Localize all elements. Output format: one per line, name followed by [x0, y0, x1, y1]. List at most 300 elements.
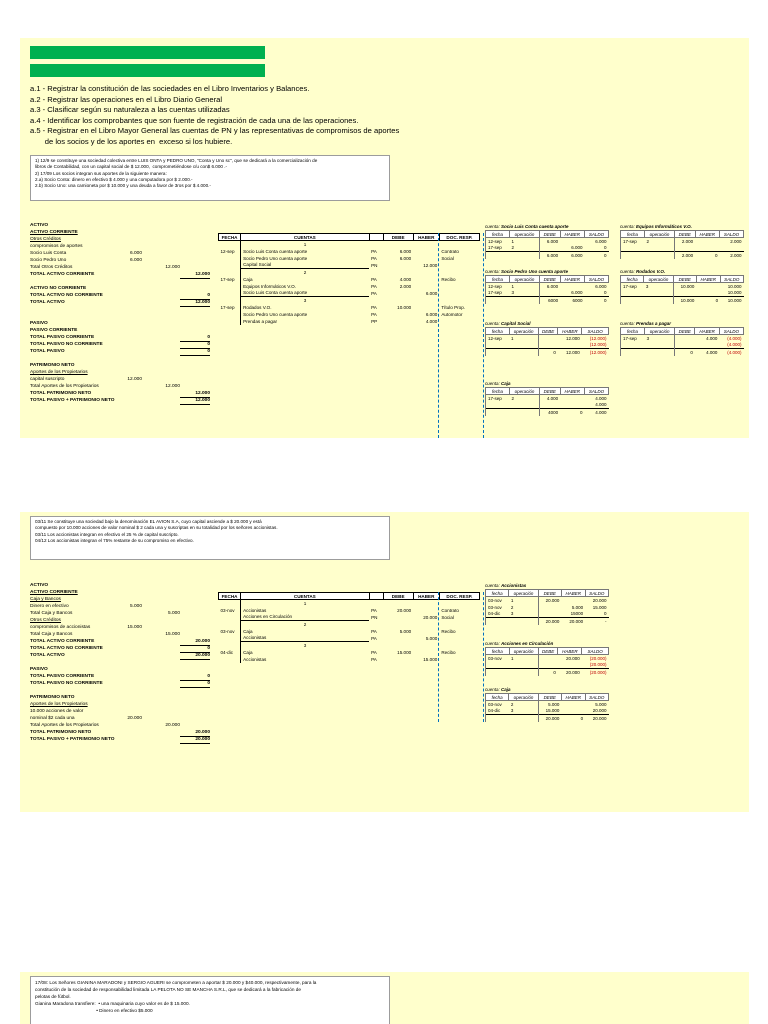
ledger-cell: 1	[511, 283, 515, 289]
ledger-cell	[539, 290, 560, 297]
ledger-header-cell: operación	[645, 328, 675, 335]
ledger-cell	[561, 597, 585, 604]
ledger-cell	[645, 245, 675, 252]
ledger-row	[486, 708, 609, 715]
ledger-table	[485, 387, 609, 416]
balance-row	[30, 736, 210, 743]
ledger-row	[486, 283, 609, 290]
balance-row	[30, 355, 210, 362]
ledger-cell: 0	[696, 297, 720, 304]
ledger-cell: 0	[538, 349, 558, 356]
ledger-cell	[510, 402, 540, 409]
journal-row	[219, 649, 480, 656]
balance-row	[30, 680, 210, 687]
journal-cell: 12-sep	[219, 248, 241, 255]
journal-cell: 2	[241, 269, 369, 276]
balance-row	[30, 596, 210, 603]
objective-item: a.2 - Registrar las operaciones en el Libro Diario General	[30, 94, 223, 104]
balance-row	[30, 652, 210, 659]
ledger-account-name: Equipos Informáticos V.O.	[636, 224, 692, 229]
balance-row	[30, 376, 210, 383]
journal-cell	[439, 318, 479, 325]
journal-cell	[219, 318, 241, 325]
ledger-cell: 3	[511, 290, 515, 296]
balance-value: 0	[180, 348, 210, 356]
ledger-cell	[510, 252, 540, 259]
page-1-sheet	[20, 38, 749, 438]
journal-cell	[413, 269, 439, 276]
ledger-cell: 03-nov	[486, 604, 509, 611]
journal-cell	[439, 297, 479, 304]
ledger-cell	[509, 715, 538, 722]
ledger-header-cell: HABER	[695, 328, 719, 335]
ledger-cell	[560, 402, 584, 409]
ledger-header-cell: operación	[509, 648, 538, 655]
balance-label: PASIVO	[30, 321, 48, 326]
ledger-cell: 17-sep	[621, 335, 645, 342]
balance-value: 12.000	[180, 390, 210, 398]
balance-label: TOTAL ACTIVO NO CORRIENTE	[30, 293, 103, 298]
journal-cell: 6.000	[425, 311, 438, 317]
journal-cell	[413, 297, 439, 304]
ledger-cell	[486, 715, 509, 722]
balance-row	[30, 327, 210, 334]
ledger-cell: 20.000	[538, 597, 561, 604]
ledger-label: cuenta:	[485, 687, 502, 692]
ledger-cell: 6.000	[539, 238, 560, 245]
journal-cell: Recibo	[441, 276, 456, 282]
ledger-account	[485, 582, 609, 625]
balance-row	[30, 687, 210, 694]
ledger-cell: 15.000	[592, 604, 607, 610]
balance-row	[30, 603, 210, 610]
journal-row	[219, 262, 480, 269]
ledger-header	[621, 328, 744, 335]
balance-value: 20.000	[180, 736, 210, 744]
journal-cell: 6.000	[399, 248, 412, 254]
journal-row	[219, 628, 480, 635]
ledger-cell: 03-nov	[486, 597, 509, 604]
ledger-cell: 2	[511, 395, 515, 401]
ledger-cell	[645, 342, 675, 349]
journal-row	[219, 311, 480, 318]
ledger-cell	[538, 655, 558, 662]
journal-cell	[219, 311, 241, 318]
statement-line: 04/12 Los accionistas integran el 75% restante de su compromiso en efectivo.	[35, 537, 194, 543]
ledger-header	[486, 231, 609, 238]
ledger-cell: (20.000)	[582, 669, 609, 676]
balance-label: PASIVO	[30, 667, 48, 672]
journal-cell: 6.000	[425, 290, 438, 296]
ledger-cell: (4.000)	[727, 342, 742, 348]
journal-cell: PA	[371, 248, 377, 254]
journal-cell	[383, 241, 413, 248]
balance-label: TOTAL PASIVO + PATRIMONIO NETO	[30, 737, 115, 742]
balance-row	[30, 348, 210, 355]
balance-label: TOTAL PATRIMONIO NETO	[30, 391, 92, 396]
journal-cell	[383, 642, 413, 649]
ledger-row	[621, 245, 744, 252]
balance-value: 0	[180, 334, 210, 342]
ledger-cell	[645, 349, 675, 356]
balance-value: 0	[180, 645, 210, 653]
balance-value: 0	[180, 680, 210, 688]
balance-value: 20.000	[127, 716, 142, 721]
balance-row	[30, 264, 210, 271]
statement-line: 2.a) Socio Conta: dinero en efectivo $ 4.000 y una computadora por $ 2.000.-	[35, 176, 193, 182]
ledger-cell	[509, 662, 538, 669]
balance-row	[30, 243, 210, 250]
ledger-cell: 04-dic	[486, 611, 509, 618]
ledger-row	[486, 655, 609, 662]
ledger-account-name: Accionistas	[501, 583, 527, 588]
journal-cell	[383, 656, 413, 663]
ledger-cell	[560, 395, 584, 402]
balance-label: TOTAL ACTIVO CORRIENTE	[30, 272, 95, 277]
ledger-cell: 0	[584, 252, 608, 259]
ledger-row	[486, 342, 609, 349]
ledger-account-title	[485, 640, 609, 647]
balance-row	[30, 708, 210, 715]
journal-cell	[413, 621, 439, 628]
ledger-row	[486, 409, 609, 416]
ledger-cell	[644, 297, 673, 304]
ledger-account-name: Caja	[501, 381, 511, 386]
ledger-cell	[719, 245, 743, 252]
journal-row	[219, 656, 480, 663]
balance-row	[30, 369, 210, 376]
ledger-cell	[621, 290, 644, 297]
statement-line: 2) 17/09 Los socios integran sus aportes de la siguiente manera:	[35, 170, 167, 176]
balance-label: compromisos de accionistas	[30, 625, 91, 630]
balance-value: 12.000	[165, 265, 180, 270]
balance-value: 12.000	[180, 271, 210, 279]
balance-row	[30, 631, 210, 638]
ledger-cell	[621, 349, 645, 356]
journal-row	[219, 642, 480, 649]
ledger-cell	[538, 611, 561, 618]
ledger-cell: 0	[695, 252, 719, 259]
ledger-header-cell: SALDO	[582, 328, 609, 335]
section-text	[35, 158, 385, 189]
ledger-label: cuenta:	[485, 381, 502, 386]
ledger-cell	[558, 342, 582, 349]
ledger-cell: 20.000	[538, 715, 561, 722]
ledger-cell: 12-sep	[486, 335, 510, 342]
ledger-header-cell: operación	[510, 231, 540, 238]
balance-row	[30, 271, 210, 278]
ledger-label: cuenta:	[620, 321, 637, 326]
ledger-header-cell: DEBE	[538, 694, 561, 701]
ledger-header-cell: SALDO	[720, 276, 743, 283]
ledger-cell: 0	[561, 715, 585, 722]
ledger-cell: 10.000	[727, 283, 742, 289]
journal-cell: PA	[371, 255, 377, 261]
balance-row	[30, 313, 210, 320]
journal-row	[219, 600, 480, 607]
journal-cell	[383, 635, 413, 642]
ledger-header-cell: HABER	[695, 231, 719, 238]
balance-row	[30, 582, 210, 589]
ledger-header-cell: fecha	[486, 328, 510, 335]
journal-row	[219, 621, 480, 628]
ledger-cell: 03-nov	[486, 701, 509, 708]
ledger-row	[486, 597, 609, 604]
balance-value: 0	[180, 292, 210, 300]
ledger-cell: 10.000	[727, 290, 742, 296]
balance-label: ACTIVO NO CORRIENTE	[30, 286, 87, 291]
journal-cell: Capital Social	[243, 262, 272, 268]
ledger-cell: 17-sep	[486, 395, 510, 402]
journal-header	[219, 234, 480, 241]
ledger-cell	[675, 342, 695, 349]
ledger-cell: 10.000	[720, 297, 743, 304]
journal-header-cell: DEBE	[383, 234, 413, 241]
balance-label: Total Caja y Bancos	[30, 611, 73, 616]
balance-label: ACTIVO CORRIENTE	[30, 230, 78, 235]
ledger-cell: (12.000)	[589, 335, 607, 341]
ledger-cell: 1	[510, 597, 514, 603]
ledger-cell	[621, 342, 645, 349]
journal-cell	[219, 621, 241, 628]
balance-value: 0	[180, 673, 210, 681]
journal-cell: Recibo	[441, 649, 456, 655]
ledger-cell: 04-dic	[486, 708, 509, 715]
ledger-header-cell: operación	[509, 328, 538, 335]
journal-row	[219, 269, 480, 276]
ledger-account-name: Socio Pedro Uno cuenta aporte	[501, 269, 569, 274]
ledger-cell: 15.000	[538, 708, 561, 715]
statement-line: 1) 12/9 se constituye una sociedad colectiva entre LUIS ONTA y PEDRO UNO, "Conta y Uno sc", que se dedicará a la comercialización de	[35, 158, 318, 163]
journal-cell: Equipos Informáticos V.O.	[243, 283, 297, 289]
balance-label: Aportes de los Propietarios	[30, 370, 88, 375]
balance-row	[30, 390, 210, 397]
ledger-cell: 1	[511, 655, 514, 661]
journal-cell	[413, 283, 439, 290]
journal-cell: Prendas a pagar	[243, 318, 278, 324]
ledger-account	[485, 640, 609, 676]
balance-label: PATRIMONIO NETO	[30, 695, 75, 700]
ledger-cell: 17-sep	[621, 283, 644, 290]
ledger-label: cuenta:	[620, 224, 637, 229]
ledger-cell: 6.000	[595, 238, 607, 244]
ledger-header-cell: fecha	[486, 590, 509, 597]
ledger-table	[485, 275, 609, 304]
journal-cell	[383, 262, 413, 269]
ledger-cell: 20.000	[585, 715, 608, 722]
balance-value: 20.000	[180, 729, 210, 737]
balance-sheet-2	[30, 582, 210, 743]
ledger-cell: 6000	[539, 297, 560, 304]
ledger-header-cell: SALDO	[584, 388, 608, 395]
balance-value: 12.000	[180, 397, 210, 405]
ledger-header-cell: fecha	[486, 388, 510, 395]
ledger-account-title	[485, 380, 609, 387]
balance-row	[30, 610, 210, 617]
ledger-account-name: Caja	[501, 687, 511, 692]
ledger-cell	[538, 604, 561, 611]
journal-cell: PN	[371, 262, 378, 268]
ledger-row	[486, 402, 609, 409]
journal-header-cell: FECHA	[219, 593, 241, 600]
journal-cell	[383, 600, 413, 607]
journal-cell	[413, 304, 439, 311]
ledger-cell	[486, 669, 510, 676]
ledger-table	[485, 693, 609, 722]
balance-label: TOTAL ACTIVO NO CORRIENTE	[30, 646, 103, 651]
ledger-header	[621, 231, 744, 238]
journal-cell: PA	[371, 656, 377, 662]
journal-cell	[219, 269, 241, 276]
ledger-header-cell: DEBE	[538, 648, 558, 655]
objectives-list	[30, 84, 399, 147]
ledger-header-cell: DEBE	[538, 590, 561, 597]
ledger-account-title	[485, 686, 609, 693]
balance-row	[30, 334, 210, 341]
page-3-sheet	[20, 972, 749, 1024]
journal-cell: PN	[371, 614, 378, 620]
balance-label: Total Aportes de los Propietarios	[30, 384, 99, 389]
balance-row	[30, 638, 210, 645]
ledger-row	[486, 701, 609, 708]
balance-row	[30, 722, 210, 729]
journal-cell: Recibo	[441, 628, 456, 634]
journal-cell	[369, 297, 383, 304]
ledger-header-cell: SALDO	[585, 590, 608, 597]
balance-value: 5.000	[167, 611, 180, 616]
ledger-header-cell: HABER	[560, 276, 584, 283]
journal-row	[219, 241, 480, 248]
ledger-cell: 17-sep	[621, 238, 645, 245]
ledger-cell: 12-sep	[486, 238, 510, 245]
journal-cell	[383, 269, 413, 276]
statement-line: libros de Contabilidad, con un capital social de $ 12.000, comprometiéndose c/u con$ 6.000 .-	[35, 164, 228, 170]
balance-row	[30, 673, 210, 680]
balance-row	[30, 320, 210, 327]
statement-line: Gianina Maradona transfiere: • una maquinaria cuyo valor es de $ 15.000.	[35, 1001, 190, 1006]
journal-row	[219, 276, 480, 283]
ledger-cell: (12.000)	[589, 342, 607, 348]
journal-cell: 10.000	[397, 304, 412, 310]
balance-value: 12.000	[180, 299, 210, 307]
balance-label: ACTIVO	[30, 583, 49, 588]
balance-label: TOTAL PASIVO	[30, 349, 65, 354]
balance-row	[30, 624, 210, 631]
ledger-cell	[509, 342, 538, 349]
ledger-header-cell: SALDO	[719, 328, 743, 335]
balance-row	[30, 589, 210, 596]
journal-dashed-line	[438, 592, 439, 722]
ledger-cell: 5.000	[595, 701, 607, 707]
ledger-cell: 2.000	[719, 252, 743, 259]
ledger-cell: 2	[646, 238, 650, 244]
journal-row	[219, 290, 480, 297]
journal-header-cell: CUENTAS	[241, 593, 369, 600]
balance-value: 12.000	[127, 377, 142, 382]
balance-value: 20.000	[180, 638, 210, 646]
ledger-cell: 17-sep	[486, 290, 510, 297]
ledger-table	[485, 589, 609, 625]
ledger-header-cell: HABER	[560, 231, 584, 238]
ledger-cell	[696, 290, 720, 297]
ledger-label: cuenta:	[485, 321, 502, 326]
balance-row	[30, 285, 210, 292]
journal-dashed-line	[438, 233, 439, 438]
ledger-row	[486, 618, 609, 625]
ledger-cell	[539, 245, 560, 252]
ledger-cell: 20.000	[592, 597, 607, 603]
ledger-cell: 4.000	[584, 409, 608, 416]
journal-cell: Caja	[243, 276, 253, 282]
ledger-cell: (20.000)	[589, 662, 607, 668]
ledger-account-title	[485, 582, 609, 589]
journal-cell	[439, 600, 479, 607]
ledger-cell: 12.000	[565, 335, 580, 341]
journal-cell: PA	[371, 304, 377, 310]
ledger-account	[485, 223, 609, 259]
ledger-cell: 0	[560, 409, 584, 416]
ledger-header-cell: HABER	[561, 694, 585, 701]
balance-value: 15.000	[127, 625, 142, 630]
balance-label: capital suscripto	[30, 377, 65, 382]
ledger-account-title	[620, 268, 744, 275]
journal-header-cell: HABER	[413, 234, 439, 241]
balance-label: TOTAL PASIVO CORRIENTE	[30, 335, 95, 340]
ledger-row	[486, 349, 609, 356]
journal-cell: 4.000	[425, 318, 438, 324]
ledger-table	[485, 327, 609, 356]
ledger-cell	[561, 708, 585, 715]
ledger-cell	[558, 662, 582, 669]
ledger-cell	[674, 245, 695, 252]
journal-cell	[439, 269, 479, 276]
journal-header-cell: DOC. RESP.	[439, 234, 479, 241]
ledger-account-name: Acciones en Circulación	[501, 641, 554, 646]
ledger-table	[485, 230, 609, 259]
ledger-cell	[621, 297, 644, 304]
ledger-account-name: Capital Social	[501, 321, 531, 326]
balance-row	[30, 383, 210, 390]
journal-cell	[383, 311, 413, 318]
journal-row	[219, 635, 480, 642]
ledger-cell: 20.000	[561, 618, 585, 625]
balance-label: Dinero en efectivo	[30, 604, 69, 609]
ledger-cell	[486, 297, 510, 304]
ledger-cell: 6.000	[560, 252, 584, 259]
journal-cell: 3	[241, 297, 369, 304]
ledger-cell	[645, 252, 675, 259]
journal-cell	[413, 276, 439, 283]
ledger-cell: 6.000	[571, 245, 583, 251]
ledger-cell: 0	[675, 349, 695, 356]
ledger-cell: 6.000	[539, 252, 560, 259]
balance-label: TOTAL PASIVO NO CORRIENTE	[30, 342, 103, 347]
ledger-header-cell: fecha	[621, 328, 645, 335]
journal-cell: PA	[371, 628, 377, 634]
balance-label: PATRIMONIO NETO	[30, 363, 75, 368]
ledger-header-cell: SALDO	[584, 231, 608, 238]
ledger-cell: 2.000	[730, 238, 742, 244]
ledger-table	[620, 327, 744, 356]
ledger-header-cell: operación	[509, 694, 538, 701]
journal-cell: Caja	[243, 628, 253, 634]
ledger-header-cell: SALDO	[582, 648, 609, 655]
ledger-cell	[539, 402, 560, 409]
ledger-cell: 2	[510, 701, 514, 707]
ledger-table	[485, 647, 609, 676]
journal-cell: Automotor	[441, 311, 463, 317]
journal-cell: 03-nov	[219, 607, 241, 614]
